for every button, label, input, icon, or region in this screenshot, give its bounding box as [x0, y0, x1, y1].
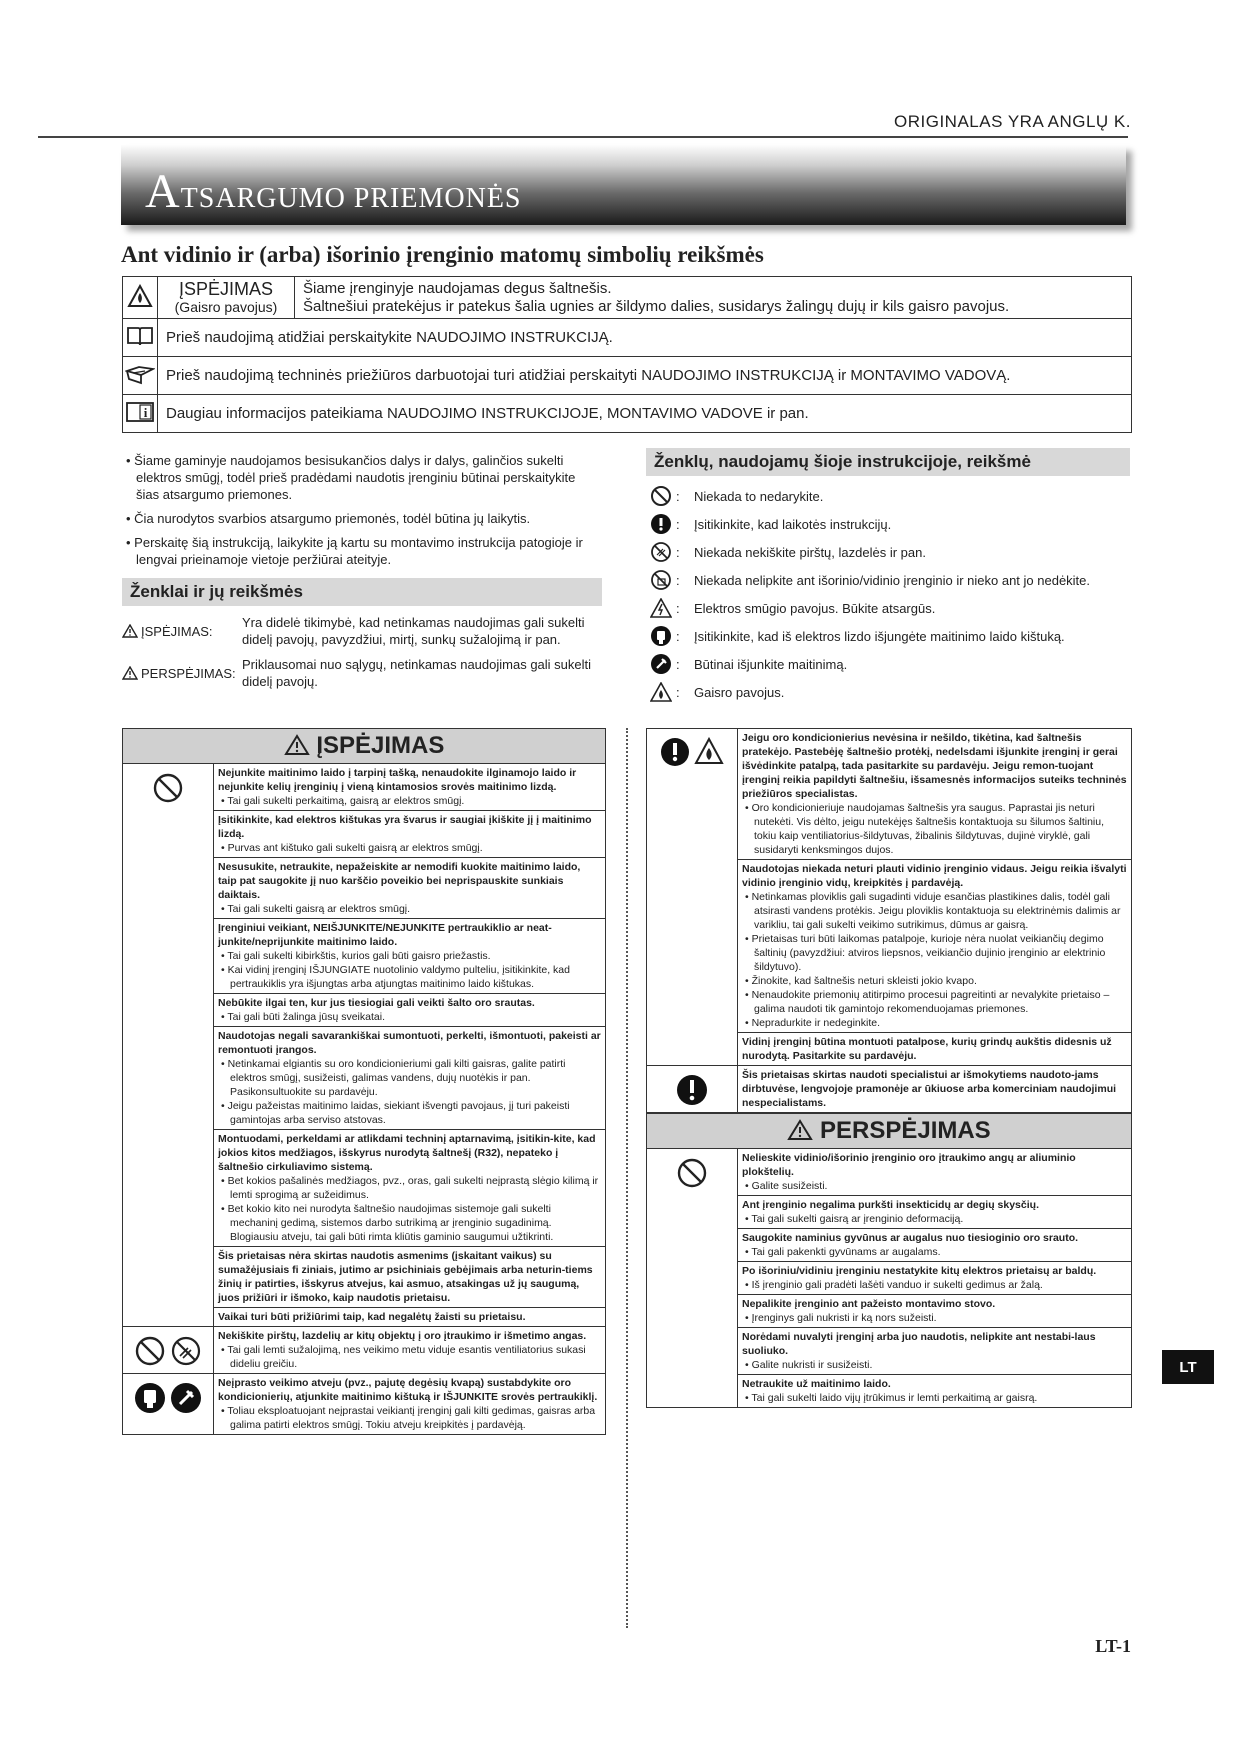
item-heading: Netraukite už maitinimo laido. — [742, 1378, 891, 1390]
item-bullet: • Tai gali sukelti gaisrą ar įrenginio deformaciją. — [745, 1213, 964, 1225]
marks-section — [646, 448, 1130, 706]
more-info-text: Daugiau informacijos pateikiama NAUDOJIMO INSTRUKCIJOJE, MONTAVIMO VADOVE ir pan. — [158, 395, 1132, 433]
item-heading: Vidinį įrenginį būtina montuoti patalpose, kurių grindų aukštis didesnis už nurodytą. Pasitarkite su pardavėju. — [742, 1036, 1112, 1062]
fire-hazard-icon — [694, 737, 724, 765]
warning-label: ĮSPĖJIMAS — [178, 278, 274, 299]
marks-title: Ženklų, naudojamų šioje instrukcijoje, reikšmė — [646, 448, 1130, 476]
flammable-refrigerant-text: Šiame įrenginyje naudojamas degus šaltnešis. — [303, 279, 612, 297]
item-bullet: • Netinkamai elgiantis su oro kondicionieriumi gali kilti gaisras, galite patirti elektros smūgį, susižeisti, galimas vandens, dujų nuotėkis ir pan. Pasikonsultuokite su pardavėju. — [221, 1058, 566, 1098]
list-item — [214, 919, 605, 994]
no-step-icon — [650, 569, 672, 591]
warning-box — [122, 728, 606, 1435]
caution-box-header: PERSPĖJIMAS — [647, 1113, 1131, 1149]
prohibition-icon — [650, 485, 672, 507]
title-banner — [121, 145, 1126, 225]
list-item: : Įsitikinkite, kad iš elektros lizdo išjungėte maitinimo laido kištuką. — [646, 622, 1130, 650]
item-heading: Šis prietaisas skirtas naudoti specialistui ar išmokytiems naudoto-jams dirbtuvėse, lengvojoje pramonėje ar ūkiuose arba komerciniam naudojimui nespecialistams. — [742, 1069, 1117, 1109]
caution-sign-label: PERSPĖJIMAS: — [141, 665, 236, 681]
list-item — [738, 1033, 1131, 1065]
item-heading: Montuodami, perkeldami ar atlikdami techninį aptarnavimą, įsitikin-kite, kad jokios kitos medžiagos, išskyrus nurodytą šaltnešį (R32), nepateko į šaltnešio cirkuliavimo sistemą. — [218, 1133, 596, 1173]
item-bullet: • Nenaudokite priemonių atitirpimo procesui pagreitinti ar nevalykite prietaiso – galima naudoti tik gamintojo rekomenduojamas priemones. — [745, 989, 1110, 1015]
warning-triangle-icon — [284, 734, 310, 756]
item-heading: Po išoriniu/vidiniu įrenginiu nestatykite kitų elektros prietaisų ar baldų. — [742, 1265, 1097, 1277]
list-item: : Gaisro pavojus. — [646, 678, 1130, 706]
language-badge: LT — [1162, 1350, 1214, 1384]
caution-triangle-icon — [122, 666, 138, 680]
list-item: : Niekada nelipkite ant išorinio/vidinio įrenginio ir nieko ant jo nedėkite. — [646, 566, 1130, 594]
prohibition-icon — [134, 1335, 166, 1367]
item-heading: Saugokite naminius gyvūnus ar augalus nuo tiesioginio oro srauto. — [742, 1232, 1079, 1244]
no-fingers-icon — [170, 1335, 202, 1367]
item-heading: Nelieskite vidinio/išorinio įrenginio oro įtraukimo angų ar aliuminio plokštelių. — [742, 1152, 1076, 1178]
header-rule — [38, 136, 1128, 138]
list-item: • Šiame gaminyje naudojamos besisukančios dalys ir dalys, galinčios sukelti elektros smūgį, todėl prieš pradėdami naudotis įrenginiu būtinai perskaitykite šias atsargumo priemones. — [126, 453, 576, 502]
symbols-subtitle: Ant vidinio ir (arba) išorinio įrenginio matomų simbolių reikšmės — [121, 242, 764, 267]
item-bullet: • Tai gali lemti sužalojimą, nes veikimo metu viduje esantis ventiliatorius sukasi dideliu greičiu. — [221, 1344, 586, 1370]
original-language-note: ORIGINALAS YRA ANGLŲ K. — [894, 112, 1131, 131]
no-fingers-icon — [650, 541, 672, 563]
fire-hazard-icon — [650, 682, 672, 702]
professional-use-group — [647, 1066, 1131, 1113]
list-item: : Elektros smūgio pavojus. Būkite atsargūs. — [646, 594, 1130, 622]
list-item — [738, 729, 1131, 860]
list-item — [738, 1262, 1131, 1295]
item-bullet: • Tai gali sukelti gaisrą ar elektros smūgį. — [221, 903, 411, 915]
unplug-icon — [650, 625, 672, 647]
fire-warning-icon — [123, 277, 158, 319]
item-bullet: • Tai gali būti žalinga jūsų sveikatai. — [221, 1011, 385, 1023]
fire-risk-label: (Gaisro pavojus) — [174, 298, 278, 315]
item-heading: Neįprasto veikimo atveju (pvz., pajutę degėsių kvapą) sustabdykite oro kondicionierių, atjunkite maitinimo kištuką ir IŠJUNKITE srovės pertraukiklį. — [218, 1377, 598, 1403]
list-item: • Čia nurodytos svarbios atsargumo priemonės, todėl būtina jų laikytis. — [126, 511, 531, 526]
item-heading: Nejunkite maitinimo laido į tarpinį tašką, nenaudokite ilginamojo laido ir nejunkite kelių įrenginių į vieną kintamosios srovės maitinimo lizdą. — [218, 767, 577, 793]
item-bullet: • Įrenginys gali nukristi ir ką nors sužeisti. — [745, 1312, 937, 1324]
warning-group-prohibit — [123, 764, 605, 1327]
prohibition-icon — [676, 1157, 708, 1189]
list-item — [738, 1196, 1131, 1229]
list-item — [214, 1130, 605, 1247]
warning-sign-label: ĮSPĖJIMAS: — [141, 623, 213, 639]
symbols-table — [122, 276, 1132, 433]
power-off-icon — [650, 653, 672, 675]
item-bullet: • Netinkamas ploviklis gali sugadinti viduje esančias plastikines dalis, todėl gali atsirasti vandens protėkis. Jeigu ploviklis kontaktuoja su elektrinėmis dalimis ar varikliu, tai gali sukelti veikimo sutrikimus, dūmus ar gaisrą. — [745, 891, 1121, 931]
item-bullet: • Tai gali sukelti perkaitimą, gaisrą ar elektros smūgį. — [221, 795, 465, 807]
item-heading: Naudotojas niekada neturi plauti vidinio įrenginio vidaus. Jeigu reikia išvalyti vidinio įrenginio vidų, kreipkitės į pardavėją. — [742, 863, 1127, 889]
list-item — [214, 1327, 605, 1373]
list-item — [214, 994, 605, 1027]
page-title: ATSARGUMO PRIEMONĖS — [145, 165, 522, 218]
list-item: : Įsitikinkite, kad laikotės instrukcijų. — [646, 510, 1130, 538]
item-bullet: • Nepradurkite ir nedeginkite. — [745, 1017, 880, 1029]
service-manual-icon — [123, 357, 158, 395]
list-item — [738, 860, 1131, 1033]
refrigerant-group — [647, 729, 1131, 1066]
warning-group-abnormal — [123, 1374, 605, 1434]
item-bullet: • Prietaisas turi būti laikomas patalpoje, kurioje nėra nuolat veikiančių degimo šaltinių (pavyzdžiui: atviros liepsnos, veikiančio dujinio įrenginio ar elektrinio šildytuvo). — [745, 933, 1106, 973]
item-bullet: • Galite susižeisti. — [745, 1180, 828, 1192]
item-bullet: • Bet kokio kito nei nurodyta šaltnešio naudojimas sistemoje gali sukelti mechaninį gedimą, sistemos darbo sutrikimą ar įrenginio sugadinimą. Blogiausiu atveju, tai gali būti rimta kliūtis gaminio saugumui užtikrinti. — [221, 1203, 554, 1243]
item-heading: Jeigu oro kondicionierius nevėsina ir nešildo, tikėtina, kad šaltnešis pratekėjo. Pastebėję šaltnešio protėkį, nedelsdami išjunkite įrenginį ir gerai išvėdinkite patalpą, tada pasitarkite su pardavėju. Jeigu remon-tuojant įrenginį reikia papildyti šaltnešiu, išsamesnės informacijos suteiks techninės priežiūros specialistas. — [742, 732, 1127, 800]
item-heading: Nepalikite įrenginio ant pažeisto montavimo stovo. — [742, 1298, 996, 1310]
prohibition-icon — [152, 772, 184, 804]
read-manual-text: Prieš naudojimą atidžiai perskaitykite NAUDOJIMO INSTRUKCIJĄ. — [158, 319, 1132, 357]
item-bullet: • Tai gali sukelti kibirkštis, kurios gali būti gaisro priežastis. — [221, 950, 491, 962]
list-item — [214, 764, 605, 811]
column-divider — [626, 728, 628, 1628]
item-bullet: • Iš įrenginio gali pradėti lašėti vanduo ir sukelti gedimus ar žalą. — [745, 1279, 1043, 1291]
intro-bullets — [122, 452, 602, 575]
item-bullet: • Jeigu pažeistas maitinimo laidas, siekiant išvengti pavojaus, jį turi pakeisti gamintojas arba serviso atstovas. — [221, 1100, 570, 1126]
list-item — [214, 1247, 605, 1308]
warning-box-header: ĮSPĖJIMAS — [123, 729, 605, 764]
list-item — [738, 1328, 1131, 1375]
item-bullet: • Bet kokios pašalinės medžiagos, pvz., oras, gali sukelti neįprastą slėgio kilimą ir lemti sprogimą ar sužeidimus. — [221, 1175, 599, 1201]
list-item: • Perskaitę šią instrukciją, laikykite ją kartu su montavimo instrukcija patogioje ir lengvai prieinamoje vietoje peržiūrai ateityje. — [126, 535, 583, 567]
item-bullet: • Toliau eksploatuojant neįprastai veikiantį įrenginį gali kilti gedimas, gaisras arba galima patirti elektros smūgį. Tokiu atveju kreipkitės į pardavėją. — [221, 1405, 596, 1431]
item-bullet: • Tai gali sukelti laido vijų įtrūkimus ir lemti perkaitimą ar gaisrą. — [745, 1392, 1038, 1404]
list-item — [214, 1308, 605, 1326]
caution-triangle-icon — [787, 1119, 813, 1141]
item-bullet: • Oro kondicionieriuje naudojamas šaltnešis yra saugus. Paprastai jis neturi nutekėti. Vis dėlto, jeigu nutekėjęs šaltnešis kontaktuoja su šilumos šaltiniu, tokiu kaip ventiliatorius-šildytuvas, žibalinis šildytuvas, dujinė viryklė, gali susidaryti kenksmingos dujos. — [745, 802, 1105, 856]
list-item: : Niekada to nedarykite. — [646, 482, 1130, 510]
unplug-icon — [134, 1382, 166, 1414]
mandatory-icon — [650, 513, 672, 535]
signs-meaning-title: Ženklai ir jų reikšmės — [122, 578, 602, 606]
power-off-icon — [170, 1382, 202, 1414]
electric-shock-icon — [650, 598, 672, 618]
list-item — [738, 1066, 1131, 1112]
item-bullet: • Galite nukristi ir susižeisti. — [745, 1359, 873, 1371]
warning-group-fingers — [123, 1327, 605, 1374]
caution-sign-text: Priklausomai nuo sąlygų, netinkamas naudojimas gali sukelti didelį pavojų. — [242, 657, 592, 689]
mandatory-icon — [660, 737, 690, 767]
manual-book-icon — [123, 319, 158, 357]
item-bullet: • Kai vidinį įrenginį IŠJUNGIATE nuotolinio valdymo pulteliu, įsitikinkite, kad pertraukiklis yra išjungtas arba atjungtas maitinimo laido kištukas. — [221, 964, 570, 990]
item-bullet: • Žinokite, kad šaltnešis neturi skleisti jokio kvapo. — [745, 975, 977, 987]
list-item — [214, 1374, 605, 1434]
item-heading: Įrenginiui veikiant, NEIŠJUNKITE/NEJUNKITE pertraukiklio ar neat-junkite/neprijunkite maitinimo laido. — [218, 922, 552, 948]
list-item — [738, 1229, 1131, 1262]
page-number: LT-1 — [1095, 1636, 1131, 1656]
info-book-icon — [123, 395, 158, 433]
list-item — [738, 1295, 1131, 1328]
list-item — [738, 1375, 1131, 1407]
list-item — [738, 1149, 1131, 1196]
svg-text:i: i — [143, 404, 148, 420]
item-heading: Nekiškite pirštų, lazdelių ar kitų objektų į oro įtraukimo ir išmetimo angas. — [218, 1330, 587, 1342]
item-heading: Naudotojas negali savarankiškai sumontuoti, perkelti, išmontuoti, pakeisti ar remontuoti įrangos. — [218, 1030, 601, 1056]
list-item — [214, 858, 605, 919]
warning-sign-text: Yra didelė tikimybė, kad netinkamas naudojimas gali sukelti didelį pavojų, pavyzdžiui, mirtį, sunkų sužalojimą ir pan. — [242, 615, 585, 647]
item-heading: Ant įrenginio negalima purkšti insekticidų ar degių skysčių. — [742, 1199, 1039, 1211]
item-bullet: • Purvas ant kištuko gali sukelti gaisrą ar elektros smūgį. — [221, 842, 483, 854]
item-heading: Nebūkite ilgai ten, kur jus tiesiogiai gali veikti šalto oro srautas. — [218, 997, 535, 1009]
service-read-text: Prieš naudojimą techninės priežiūros darbuotojai turi atidžiai perskaityti NAUDOJIMO INSTRUKCIJĄ ir MONTAVIMO VADOVĄ. — [158, 357, 1132, 395]
signs-meaning-section — [122, 578, 602, 690]
list-item: : Niekada nekiškite pirštų, lazdelės ir pan. — [646, 538, 1130, 566]
list-item: : Būtinai išjunkite maitinimą. — [646, 650, 1130, 678]
item-heading: Šis prietaisas nėra skirtas naudotis asmenims (įskaitant vaikus) su sumažėjusiais fi ziniais, jutimo ar psichiniais gebėjimais arba neturin-tiems žinių ir patirties, išskyrus atvejus, kai asmuo, atsakingas už jų saugumą, juos prižiūri ir išmoko, kaip naudotis prietaisu. — [218, 1250, 593, 1304]
right-warning-box — [646, 728, 1132, 1408]
refrigerant-leak-text: Šaltnešiui pratekėjus ir patekus šalia ugnies ar šildymo dalies, susidarys žalingų dujų ir kils gaisro pavojus. — [303, 297, 1010, 315]
item-heading: Įsitikinkite, kad elektros kištukas yra švarus ir saugiai įkiškite jį į maitinimo lizdą. — [218, 814, 592, 840]
warning-triangle-icon — [122, 624, 138, 638]
item-heading: Nesusukite, netraukite, nepažeiskite ar nemodifi kuokite maitinimo laido, taip pat saugokite jį nuo karščio poveikio bei neprispauskite sunkiais daiktais. — [218, 861, 581, 901]
item-heading: Norėdami nuvalyti įrenginį arba juo naudotis, nelipkite ant nestabi-laus suoliuko. — [742, 1331, 1096, 1357]
list-item — [214, 1027, 605, 1130]
item-heading: Vaikai turi būti prižiūrimi taip, kad negalėtų žaisti su prietaisu. — [218, 1311, 526, 1323]
caution-group — [647, 1149, 1131, 1407]
list-item — [214, 811, 605, 858]
mandatory-icon — [676, 1074, 708, 1106]
item-bullet: • Tai gali pakenkti gyvūnams ar augalams. — [745, 1246, 941, 1258]
